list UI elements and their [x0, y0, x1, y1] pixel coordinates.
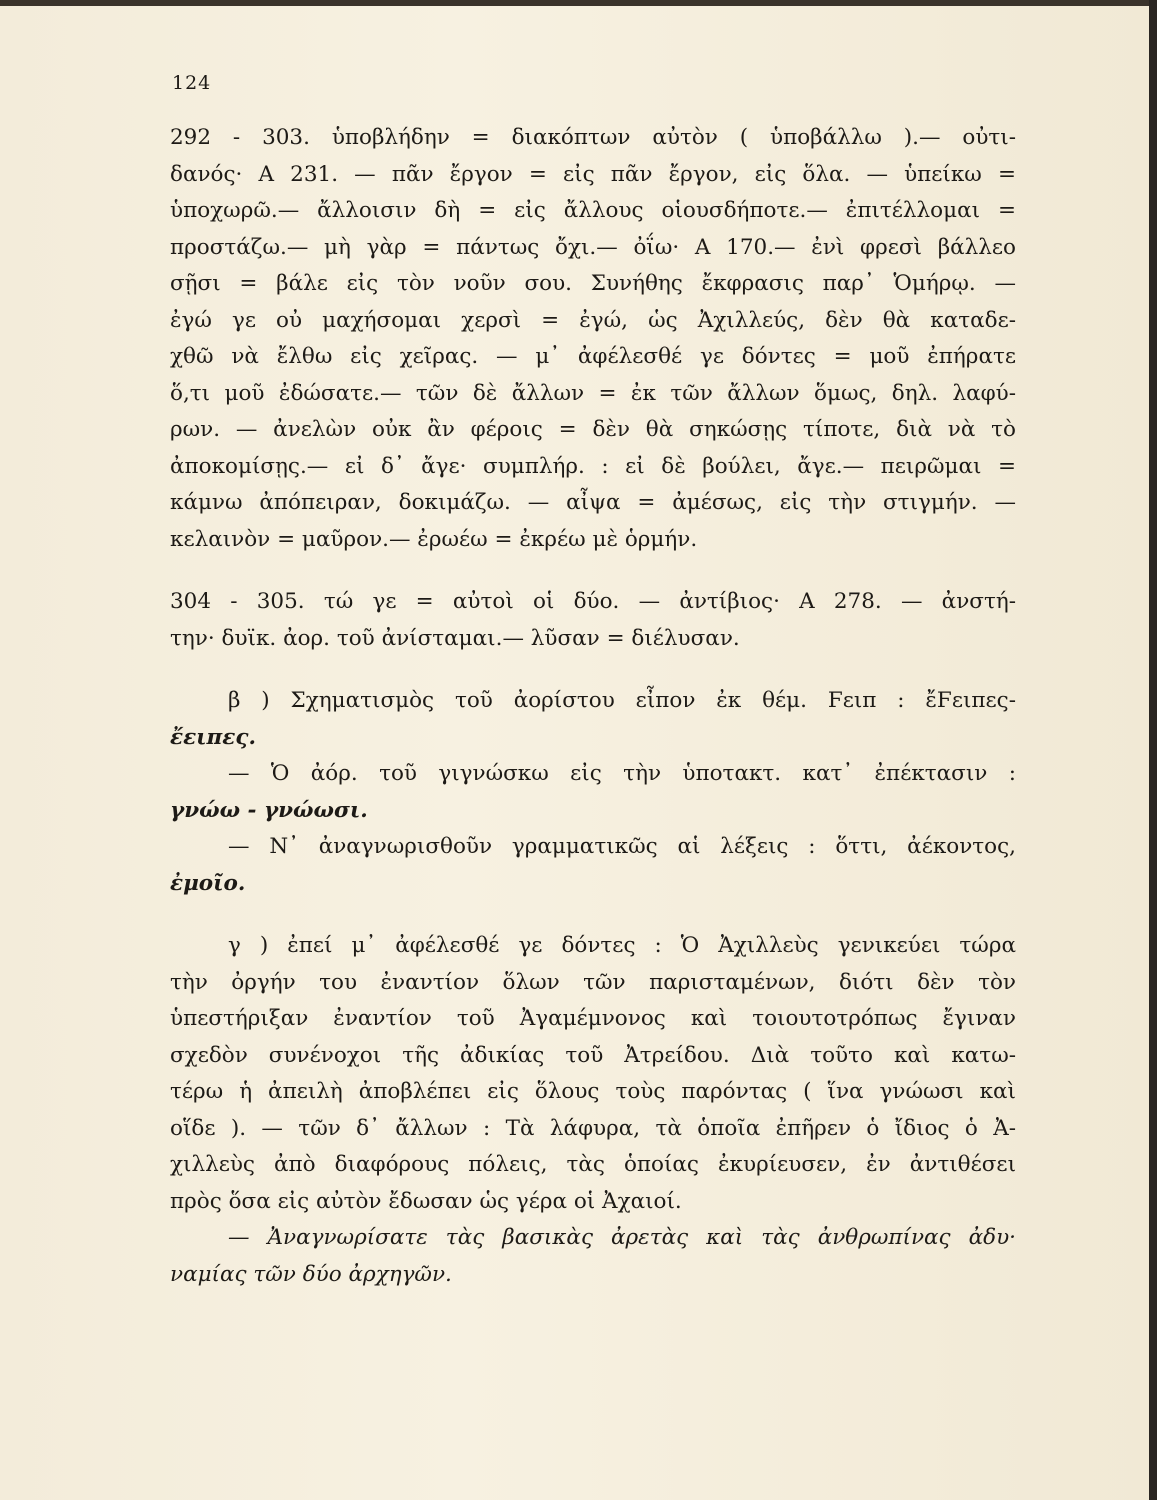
- commentary-text: [170, 120, 1016, 1293]
- text-line: οἵδε ). — τῶν δ᾽ ἄλλων : Τὰ λάφυρα, τὰ ὁποῖα ἐπῆρεν ὁ ἴδιος ὁ Ἀ-: [170, 1115, 1016, 1141]
- text-line: — Ἀναγνωρίσατε τὰς βασικὰς ἀρετὰς καὶ τὰς ἀνθρωπίνας ἀδυ·: [228, 1225, 1016, 1250]
- text-line: πρὸς ὅσα εἰς αὐτὸν ἔδωσαν ὡς γέρα οἱ Ἀχαιοί.: [170, 1188, 682, 1214]
- text-line: προστάζω.— μὴ γὰρ = πάντως ὄχι.— ὀΐω· Α 170.— ἐνὶ φρεσὶ βάλλεο: [170, 234, 1016, 260]
- text-line: γνώω - γνώωσι.: [170, 797, 368, 823]
- text-line: ναμίας τῶν δύο ἀρχηγῶν.: [170, 1261, 452, 1287]
- text-line: κελαινὸν = μαῦρον.— ἐρωέω = ἐκρέω μὲ ὁρμήν.: [170, 526, 698, 552]
- text-line: την· δυϊκ. ἀορ. τοῦ ἀνίσταμαι.— λῦσαν = διέλυσαν.: [170, 625, 740, 651]
- text-line: σχεδὸν συνένοχοι τῆς ἀδικίας τοῦ Ἀτρείδου. Διὰ τοῦτο καὶ κατω-: [170, 1042, 1016, 1068]
- right-edge-shadow: [1149, 0, 1157, 1500]
- text-line: 304 - 305. τώ γε = αὐτοὶ οἱ δύο. — ἀντίβιος· Α 278. — ἀνστή-: [170, 589, 1016, 614]
- text-line: χιλλεὺς ἀπὸ διαφόρους πόλεις, τὰς ὁποίας ἐκυρίευσεν, ἐν ἀντιθέσει: [170, 1152, 1016, 1177]
- section-304-305: [170, 584, 1016, 657]
- text-line: δανός· Α 231. — πᾶν ἔργον = εἰς πᾶν ἔργον, εἰς ὅλα. — ὑπείκω =: [170, 161, 1016, 187]
- text-line: τὴν ὀργήν του ἐναντίον ὅλων τῶν παρισταμένων, διότι δὲν τὸν: [170, 969, 1016, 995]
- text-line: ἔειπες.: [170, 724, 256, 750]
- text-line: ἐμοῖο.: [170, 870, 246, 896]
- text-line: τέρω ἡ ἀπειλὴ ἀποβλέπει εἰς ὅλους τοὺς παρόντας ( ἵνα γνώωσι καὶ: [170, 1079, 1016, 1104]
- section-beta: [170, 683, 1016, 902]
- top-edge-rule: [0, 0, 1150, 6]
- text-line: σῇσι = βάλε εἰς τὸν νοῦν σου. Συνήθης ἔκφρασις παρ᾽ Ὁμήρῳ. —: [170, 271, 1016, 296]
- text-line: ἀποκομίσῃς.— εἰ δ᾽ ἄγε· συμπλήρ. : εἰ δὲ βούλει, ἄγε.— πειρῶμαι =: [170, 453, 1016, 479]
- text-line: ὅ,τι μοῦ ἐδώσατε.— τῶν δὲ ἄλλων = ἐκ τῶν ἄλλων ὅμως, δηλ. λαφύ-: [170, 380, 1016, 406]
- text-line: γ ) ἐπεί μ᾽ ἀφέλεσθέ γε δόντες : Ὁ Ἀχιλλεὺς γενικεύει τώρα: [228, 933, 1016, 958]
- text-line: 292 - 303. ὑποβλήδην = διακόπτων αὐτὸν ( ὑποβάλλω ).— οὐτι-: [170, 125, 1016, 150]
- text-line: ὑποχωρῶ.— ἄλλοισιν δὴ = εἰς ἄλλους οἱουσδήποτε.— ἐπιτέλλομαι =: [170, 198, 1016, 223]
- text-line: κάμνω ἀπόπειραν, δοκιμάζω. — αἶψα = ἀμέσως, εἰς τὴν στιγμήν. —: [170, 490, 1016, 515]
- text-line: ρων. — ἀνελὼν οὐκ ἂν φέροις = δὲν θὰ σηκώσῃς τίποτε, διὰ νὰ τὸ: [170, 417, 1016, 442]
- text-line: ἐγώ γε οὐ μαχήσομαι χερσὶ = ἐγώ, ὡς Ἀχιλλεύς, δὲν θὰ καταδε-: [170, 307, 1016, 333]
- text-line: — Ὁ ἀόρ. τοῦ γιγνώσκω εἰς τὴν ὑποτακτ. κατ᾽ ἐπέκτασιν :: [228, 761, 1016, 786]
- page-number: 124: [172, 72, 212, 94]
- section-gamma: [170, 928, 1016, 1293]
- section-292-303: [170, 120, 1016, 558]
- text-line: β ) Σχηματισμὸς τοῦ ἀορίστου εἶπον ἐκ θέμ. Ϝειπ : ἔϜειπες-: [228, 688, 1016, 713]
- text-line: — Ν᾽ ἀναγνωρισθοῦν γραμματικῶς αἱ λέξεις : ὅττι, ἀέκοντος,: [228, 834, 1016, 859]
- text-line: ὑπεστήριξαν ἐναντίον τοῦ Ἀγαμέμνονος καὶ τοιουτοτρόπως ἔγιναν: [170, 1006, 1016, 1031]
- text-line: χθῶ νὰ ἔλθω εἰς χεῖρας. — μ᾽ ἀφέλεσθέ γε δόντες = μοῦ ἐπήρατε: [170, 344, 1016, 369]
